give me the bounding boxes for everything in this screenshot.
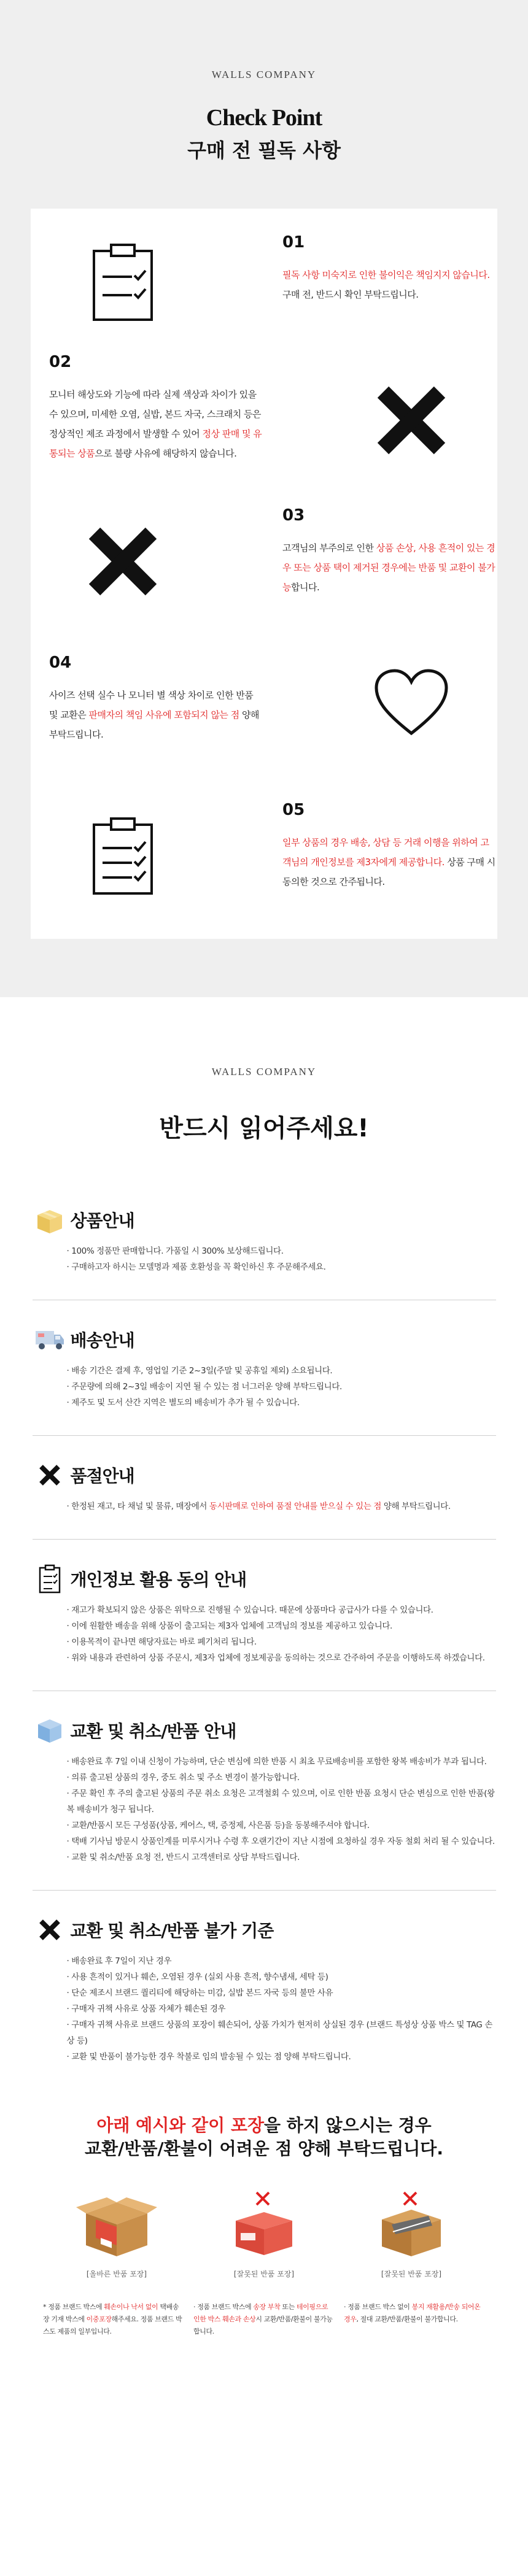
- item-number: 03: [282, 506, 305, 525]
- must-read-section: [0, 997, 528, 2375]
- item-description: 필독 사항 미숙지로 인한 불이익은 책임지지 않습니다. 구매 전, 반드시 확인 부탁드립니다.: [282, 269, 490, 300]
- x-mark-icon: [362, 371, 460, 469]
- item-number: 05: [282, 801, 305, 819]
- list-item: · 주문 확인 후 주의 출고된 상품의 주문 취소 요청은 고객철회 수 있으며, 이로 인한 반품 요청시 단순 변심으로 인한 반품(왕복 배송비가 청구 됩니다.: [66, 1789, 495, 1814]
- list-item: · 택배 기사님 방문시 상품인계를 미루시거나 수령 후 오랜기간이 지난 시점에 요청하실 경우 자동 철회 처리 될 수 있습니다.: [66, 1837, 495, 1846]
- box-wrong-icon: [221, 2189, 307, 2262]
- list-item: · 교환 및 취소/반품 요청 전, 반드시 고객센터로 상담 부탁드립니다.: [66, 1853, 300, 1862]
- list-item: · 의류 출고된 상품의 경우, 중도 취소 및 주소 변경이 불가능합니다.: [66, 1773, 300, 1783]
- packaging-note: · 정품 브랜드 박스에 송장 부착 또는 테이핑으로 인한 박스 훼손과 손상시 교환/반품/환불이 불가능합니다.: [193, 2303, 333, 2335]
- list-item: · 이에 원활한 배송을 위해 상품이 출고되는 제3자 업체에 고객님의 정보를 제공하고 있습니다.: [66, 1621, 392, 1631]
- product-info-block: [33, 1181, 496, 1300]
- block-title: 교환 및 취소/반품 불가 기준: [70, 1921, 274, 1941]
- checkpoint-subtitle: 구매 전 필독 사항: [187, 139, 341, 162]
- must-read-title: 반드시 읽어주세요!: [159, 1114, 369, 1143]
- block-title: 배송안내: [70, 1330, 134, 1351]
- checkpoint-title: Check Point: [206, 105, 322, 131]
- item-description: 모니터 해상도와 기능에 따라 실제 색상과 차이가 있을 수 있으며, 미세한 오염, 실밥, 본드 자국, 스크래치 등은 정상적인 제조 과정에서 발생할 수 있어 정상 판매 및 유통되는 상품으로 불량 사유에 해당하지 않습니다.: [49, 389, 262, 459]
- list-item: · 재고가 확보되지 않은 상품은 위탁으로 진행될 수 있습니다. 때문에 상품마다 공급사가 다를 수 있습니다.: [66, 1605, 433, 1615]
- item-description: 사이즈 선택 실수 나 모니터 별 색상 차이로 인한 반품 및 교환은 판매자의 책임 사유에 포함되지 않는 점 양해 부탁드립니다.: [49, 690, 259, 740]
- block-title: 상품안내: [70, 1211, 134, 1231]
- privacy-info-block: [33, 1540, 496, 1691]
- list-item: · 주문량에 의해 2~3일 배송이 지연 될 수 있는 점 너그러운 양해 부탁드립니다.: [66, 1382, 342, 1392]
- x-icon: [33, 1913, 67, 1947]
- list-item: · 교환/반품시 모든 구성품(상품, 케어스, 택, 증정제, 사은품 등)을 동봉해주셔야 합니다.: [66, 1821, 370, 1830]
- list-item: · 이용목적이 끝나면 해당자료는 바로 폐기처리 됩니다.: [66, 1637, 257, 1647]
- list-item: · 단순 제조시 브랜드 퀄리티에 해당하는 미감, 실밥 본드 자국 등의 불만 사유: [66, 1988, 333, 1998]
- list-item: · 구매자 귀책 사유로 브랜드 상품의 포장이 훼손되어, 상품 가치가 현저히 상실된 경우 (브랜드 특성상 상품 박스 및 TAG 손상 등): [66, 2020, 493, 2046]
- item-number: 04: [49, 654, 72, 672]
- example-caption: [올바른 반품 포장]: [86, 2270, 147, 2278]
- packaging-note: · 정품 브랜드 박스 없이 봉지 재활용/반송 되어온 경우, 절대 교환/반품/환불이 불가합니다.: [344, 2303, 481, 2323]
- list-item: · 구매자 귀책 사유로 상품 자체가 훼손된 경우: [66, 2004, 226, 2014]
- example-caption: [잘못된 반품 포장]: [381, 2270, 442, 2278]
- list-item: · 교환 및 반품이 불가능한 경우 착불로 임의 발송될 수 있는 점 양해 부탁드립니다.: [66, 2052, 351, 2062]
- box-correct-icon: [74, 2189, 160, 2262]
- item-number: 01: [282, 233, 305, 252]
- box-icon: [33, 1203, 67, 1237]
- clipboard-check-icon: [74, 233, 172, 331]
- brand-name: WALLS COMPANY: [211, 69, 317, 80]
- list-item: · 한정된 재고, 타 채널 및 물류, 매장에서 동시판매로 인하여 품절 안내를 받으실 수 있는 점 양해 부탁드립니다.: [66, 1502, 451, 1511]
- truck-icon: [33, 1322, 67, 1357]
- no-exchange-block: [33, 1891, 496, 2089]
- list-item: · 사용 흔적이 있거나 훼손, 오염된 경우 (실외 사용 흔적, 향수냄새, 세탁 등): [66, 1972, 328, 1982]
- checkpoint-item-01: [31, 233, 497, 368]
- heart-icon: [362, 654, 460, 752]
- soldout-info-block: [33, 1436, 496, 1540]
- packaging-notice: [31, 2114, 497, 2375]
- item-number: 02: [49, 353, 72, 371]
- list-item: · 제주도 및 도서 산간 지역은 별도의 배송비가 추가 될 수 있습니다.: [66, 1398, 300, 1408]
- block-title: 교환 및 취소/반품 안내: [70, 1721, 236, 1741]
- x-icon: [33, 1458, 67, 1492]
- checkpoint-item-02: [31, 353, 497, 488]
- x-mark-icon: [74, 512, 172, 611]
- packaging-headline: 아래 예시와 같이 포장을 하지 않으시는 경우: [96, 2115, 432, 2135]
- item-description: 일부 상품의 경우 배송, 상담 등 거래 이행을 위하여 고객님의 개인정보를 제3자에게 제공합니다. 상품 구매 시 동의한 것으로 간주됩니다.: [282, 837, 495, 887]
- brand-name: WALLS COMPANY: [211, 1066, 317, 1078]
- list-item: · 위와 내용과 관련하여 상품 주문시, 제3자 업체에 정보제공을 동의하는 것으로 간주하여 주문을 이행하도록 하겠습니다.: [66, 1653, 485, 1663]
- clipboard-icon: [33, 1562, 67, 1596]
- block-title: 개인정보 활용 동의 안내: [70, 1570, 247, 1590]
- item-description: 고객님의 부주의로 인한 상품 손상, 사용 흔적이 있는 경우 또는 상품 택이 제거된 경우에는 반품 및 교환이 불가능합니다.: [282, 542, 495, 593]
- packaging-note: * 정품 브랜드 박스에 훼손이나 낙서 없이 택배송장 기재 박스에 이중포장해주세요. 정품 브랜드 박스도 제품의 일부입니다.: [43, 2303, 182, 2335]
- exchange-info-block: [33, 1691, 496, 1891]
- list-item: · 100% 정품만 판매합니다. 가품일 시 300% 보상해드립니다.: [66, 1246, 284, 1256]
- checkpoint-item-03: [31, 506, 497, 641]
- packaging-example-correct: [55, 2189, 178, 2301]
- packaging-example-wrong-2: [350, 2189, 473, 2301]
- packaging-subline: 교환/반품/환불이 어려운 점 양해 부탁드립니다.: [85, 2138, 443, 2159]
- checkpoint-section: [0, 0, 528, 997]
- packaging-example-wrong-1: [203, 2189, 325, 2301]
- clipboard-check-icon: [74, 807, 172, 905]
- checkpoint-item-05: [31, 801, 497, 936]
- list-item: · 배송 기간은 결제 후, 영업일 기준 2~3일(주말 및 공휴일 제외) 소요됩니다.: [66, 1366, 333, 1376]
- delivery-info-block: [33, 1300, 496, 1436]
- list-item: · 배송완료 후 7일이 지난 경우: [66, 1956, 172, 1966]
- list-item: · 구매하고자 하시는 모델명과 제품 호환성을 꼭 확인하신 후 주문해주세요.: [66, 1262, 326, 1272]
- block-title: 품절안내: [70, 1466, 134, 1486]
- checkpoint-item-04: [31, 654, 497, 789]
- package-icon: [33, 1713, 67, 1748]
- box-wrong-icon: [368, 2189, 454, 2262]
- example-caption: [잘못된 반품 포장]: [233, 2270, 295, 2278]
- checkpoint-card: [31, 209, 497, 939]
- list-item: · 배송완료 후 7일 이내 신청이 가능하며, 단순 변심에 의한 반품 시 최초 무료배송비를 포함한 왕복 배송비가 부과 됩니다.: [66, 1757, 487, 1767]
